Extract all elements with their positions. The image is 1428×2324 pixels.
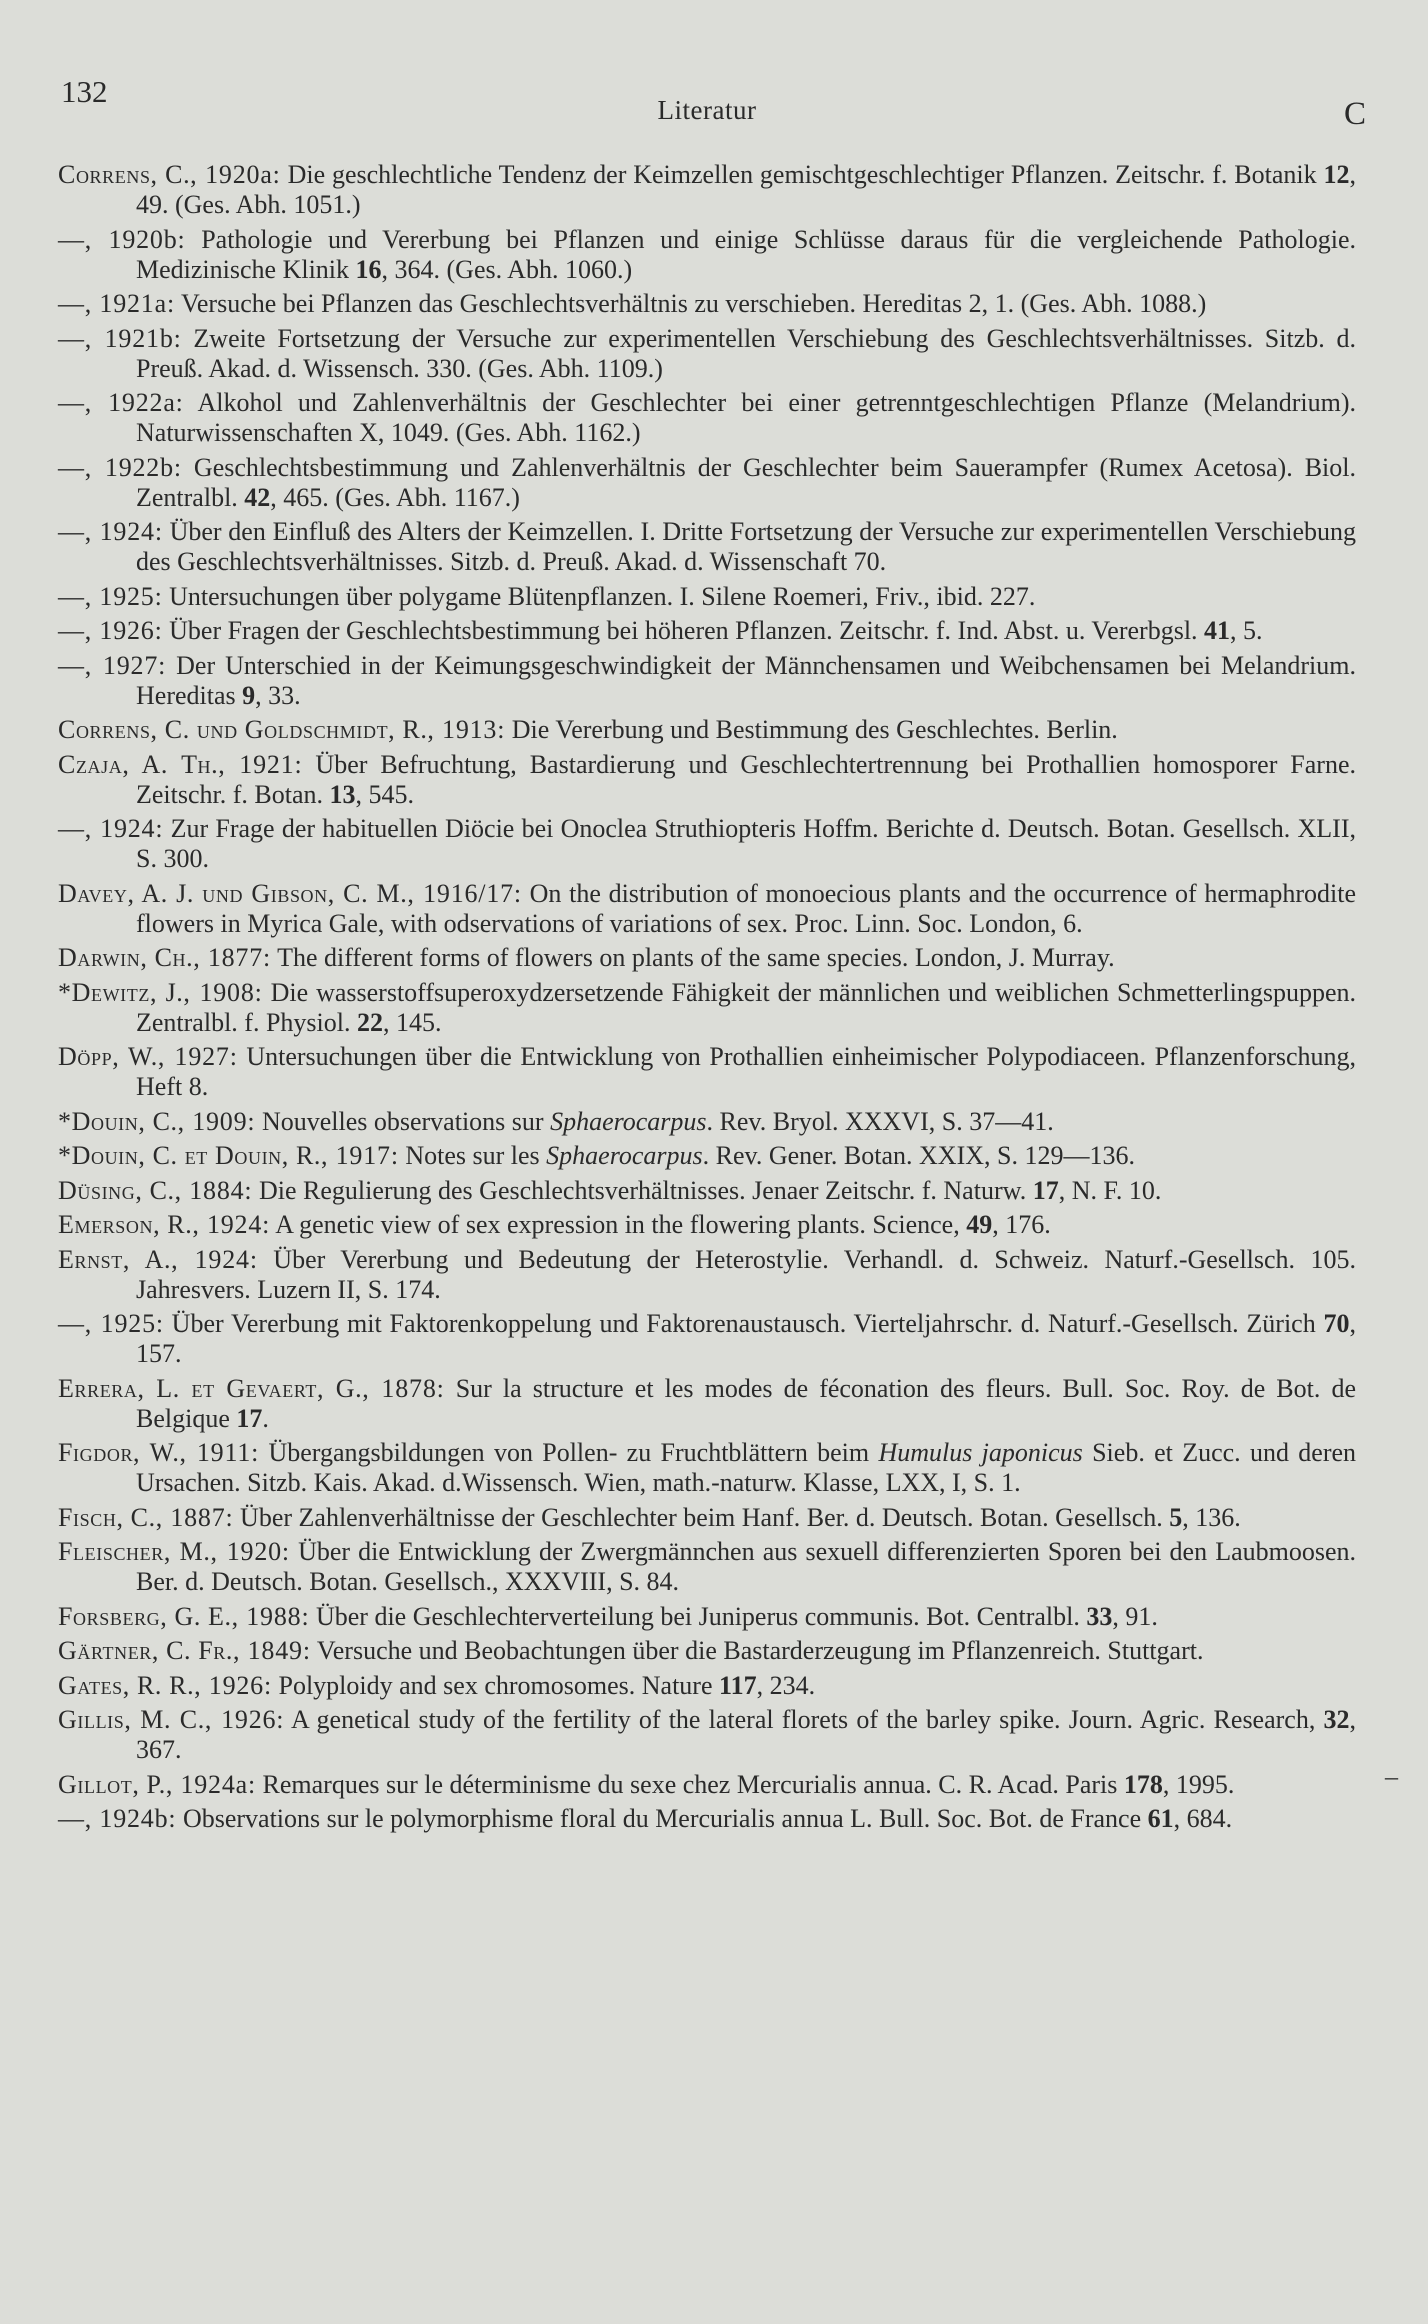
reference-year: —, 1925:: [58, 581, 163, 611]
reference-text-tail: , 5.: [1230, 616, 1263, 645]
running-title: Literatur: [657, 95, 757, 125]
reference-year: —, 1924:: [58, 814, 164, 843]
reference-text: Über Befruchtung, Bastardierung und Geschlechtertrennung bei Prothallien homosporer Farne. Zeitschr. f. Botan.: [136, 749, 1356, 809]
reference-year: —, 1925:: [58, 1309, 164, 1338]
reference-entry: [58, 715, 1356, 745]
reference-year: , 1884:: [174, 1175, 253, 1205]
reference-entry: [58, 1107, 1356, 1137]
reference-text: Zweite Fortsetzung der Versuche zur experimentellen Verschiebung des Geschlechtsverhältnisses. Sitzb. d. Preuß. Akad. d. Wissensch. 330. (Ges. Abh. 1109.): [136, 323, 1356, 383]
reference-volume: 17: [236, 1403, 263, 1433]
reference-author: Döpp, W.: [58, 1042, 158, 1071]
reference-entry: [58, 616, 1356, 646]
reference-entry: [58, 814, 1356, 874]
reference-author: Gärtner, C. Fr.: [58, 1636, 234, 1665]
reference-volume: 49: [966, 1210, 993, 1239]
reference-text-tail: . Rev. Bryol. XXXVI, S. 37—41.: [706, 1106, 1054, 1136]
reference-author: Emerson, R.: [58, 1210, 193, 1239]
reference-year: , 1927:: [157, 1042, 238, 1071]
reference-text: Über Vererbung und Bedeutung der Heterostylie. Verhandl. d. Schweiz. Naturf.-Gesellsch. 105. Jahresvers. Luzern II, S. 174.: [136, 1244, 1356, 1304]
reference-entry: [58, 1503, 1356, 1533]
reference-author: Gillis, M. C.: [58, 1705, 205, 1734]
reference-text-tail: .: [262, 1403, 269, 1433]
reference-year: , 1916/17:: [407, 878, 522, 908]
reference-entry: [58, 225, 1356, 285]
reference-text: Sur la structure et les modes de féconation des fleurs. Bull. Soc. Roy. de Bot. de Belgique: [136, 1373, 1356, 1433]
reference-entry: [58, 978, 1356, 1038]
reference-year: —, 1920b:: [58, 224, 186, 254]
reference-entry: [58, 651, 1356, 711]
reference-author: *Douin, C. et Douin, R.: [58, 1141, 322, 1170]
reference-entry: [58, 388, 1356, 448]
reference-text: A genetic view of sex expression in the flowering plants. Science,: [270, 1210, 967, 1239]
reference-author: Fleischer, M.: [58, 1537, 211, 1566]
reference-volume: 178: [1123, 1769, 1163, 1799]
reference-text: Versuche bei Pflanzen das Geschlechtsverhältnis zu verschieben. Hereditas 2, 1. (Ges. Abh. 1088.): [174, 289, 1207, 318]
reference-volume: 22: [356, 1007, 383, 1037]
reference-text: Die Regulierung des Geschlechtsverhältnisses. Jenaer Zeitschr. f. Naturw.: [252, 1175, 1033, 1205]
reference-text-tail: , 91.: [1112, 1601, 1158, 1631]
reference-entry: [58, 517, 1356, 577]
reference-author: Düsing, C.: [58, 1175, 175, 1205]
reference-entry: [58, 289, 1356, 319]
reference-year: , 1909:: [177, 1106, 256, 1136]
reference-year: , 1924:: [171, 1244, 258, 1274]
reference-year: , 1921:: [218, 749, 303, 779]
reference-entry: [58, 160, 1356, 220]
reference-text-tail: , 1995.: [1162, 1769, 1235, 1799]
reference-volume: 17: [1032, 1175, 1059, 1205]
reference-entry: [58, 1210, 1356, 1240]
reference-year: , 1920:: [210, 1537, 290, 1566]
margin-mark: _: [1385, 1753, 1398, 1782]
reference-entry: [58, 879, 1356, 939]
reference-author: Czaja, A. Th.: [58, 749, 219, 779]
reference-text: Observations sur le polymorphisme floral du Mercurialis annua L. Bull. Soc. Bot. de France: [176, 1804, 1148, 1833]
reference-volume: 32: [1323, 1705, 1350, 1734]
reference-text: Nouvelles observations sur: [255, 1106, 551, 1136]
reference-year: —, 1924b:: [58, 1804, 177, 1833]
reference-year: , 1849:: [233, 1636, 311, 1665]
reference-author: Forsberg, G. E.: [58, 1601, 232, 1631]
reference-author: *Dewitz, J.: [58, 977, 184, 1007]
reference-year: —, 1921b:: [58, 323, 182, 353]
reference-text: Alkohol und Zahlenverhältnis der Geschlechter bei einer getrenntgeschlechtigen Pflanze (Melandrium). Naturwissenschaften X, 1049. (Ges. Abh. 1162.): [136, 388, 1356, 447]
reference-volume: 41: [1204, 616, 1231, 645]
reference-entry: [58, 750, 1356, 810]
reference-author: Davey, A. J. und Gibson, C. M.: [58, 878, 408, 908]
reference-text: Notes sur les: [398, 1141, 547, 1170]
reference-year: , 1988:: [231, 1601, 310, 1631]
reference-entry: [58, 1438, 1356, 1498]
reference-entry: [58, 1636, 1356, 1666]
reference-entry: [58, 1602, 1356, 1632]
reference-italic-title: Sphaerocarpus: [546, 1141, 703, 1170]
reference-volume: 117: [719, 1670, 757, 1700]
reference-text: Über Fragen der Geschlechtsbestimmung bei höheren Pflanzen. Zeitschr. f. Ind. Abst. u. Vererbgsl.: [162, 616, 1205, 645]
reference-year: , 1920a:: [190, 160, 281, 189]
reference-text: Untersuchungen über polygame Blütenpflanzen. I. Silene Roemeri, Friv., ibid. 227.: [162, 581, 1036, 611]
reference-entry: [58, 1770, 1356, 1800]
reference-entry: [58, 1374, 1356, 1434]
reference-volume: 13: [329, 779, 356, 809]
reference-text: Zur Frage der habituellen Diöcie bei Onoclea Struthiopteris Hoffm. Berichte d. Deutsch. Botan. Gesellsch. XLII, S. 300.: [136, 814, 1357, 873]
reference-text-tail: . Rev. Gener. Botan. XXIX, S. 129—136.: [702, 1141, 1135, 1170]
reference-volume: 5: [1169, 1502, 1183, 1532]
reference-text-tail: , 684.: [1173, 1804, 1233, 1833]
reference-text: Über den Einfluß des Alters der Keimzellen. I. Dritte Fortsetzung der Versuche zur experimentellen Verschiebung des Geschlechtsverhältnisses. Sitzb. d. Preuß. Akad. d. Wissenschaft 70.: [136, 517, 1356, 576]
reference-text: A genetical study of the fertility of the lateral florets of the barley spike. Journ. Agric. Research,: [284, 1705, 1324, 1734]
reference-entry: [58, 1245, 1356, 1305]
reference-year: , 1924:: [192, 1210, 271, 1239]
reference-text: Übergangsbildungen von Pollen- zu Fruchtblättern beim: [259, 1438, 879, 1467]
reference-text: Untersuchungen über die Entwicklung von Prothallien einheimischer Polypodiaceen. Pflanzenforschung, Heft 8.: [136, 1042, 1357, 1101]
reference-year: , 1926:: [204, 1705, 285, 1734]
reference-author: Gates, R. R.: [58, 1670, 195, 1700]
reference-author: Ernst, A.: [58, 1244, 172, 1274]
reference-year: , 1926:: [194, 1670, 272, 1700]
reference-text: Über die Geschlechterverteilung bei Juniperus communis. Bot. Centralbl.: [309, 1601, 1087, 1631]
reference-text: Die wasserstoffsuperoxydzersetzende Fähigkeit der männlichen und weiblichen Schmetterlingspuppen. Zentralbl. f. Physiol.: [136, 977, 1356, 1037]
reference-volume: 42: [244, 482, 271, 512]
reference-entry: [58, 1804, 1356, 1834]
reference-text-tail: , 367.: [136, 1705, 1356, 1764]
reference-year: , 1877:: [193, 943, 272, 972]
reference-year: —, 1921a:: [58, 289, 175, 318]
reference-year: —, 1922a:: [58, 388, 184, 417]
reference-text: Polyploidy and sex chromosomes. Nature: [272, 1670, 719, 1700]
reference-text: Die Vererbung und Bestimmung des Geschlechtes. Berlin.: [505, 715, 1118, 744]
reference-text: On the distribution of monoecious plants and the occurrence of hermaphrodite flowers in Myrica Gale, with odservations of variations of sex. Proc. Linn. Soc. London, 6.: [136, 878, 1356, 938]
reference-text: Geschlechtsbestimmung und Zahlenverhältnis der Geschlechter beim Sauerampfer (Rumex Acetosa). Biol. Zentralbl.: [136, 452, 1356, 512]
reference-entry: [58, 1141, 1356, 1171]
reference-entry: [58, 582, 1356, 612]
reference-author: Gillot, P.: [58, 1769, 166, 1799]
reference-text-tail: , 136.: [1182, 1502, 1241, 1532]
reference-year: , 1917:: [321, 1141, 399, 1170]
reference-year: , 1913:: [427, 715, 506, 744]
reference-author: Correns, C.: [58, 160, 191, 189]
reference-entry: [58, 1537, 1356, 1597]
reference-entry: [58, 324, 1356, 384]
reference-text: Über Vererbung mit Faktorenkoppelung und Faktorenaustausch. Vierteljahrschr. d. Naturf.-Gesellsch. Zürich: [163, 1309, 1324, 1338]
reference-entry: [58, 1176, 1356, 1206]
reference-year: , 1878:: [362, 1373, 445, 1403]
reference-author: Correns, C. und Goldschmidt, R.: [58, 715, 428, 744]
reference-author: Fisch, C.: [58, 1502, 156, 1532]
reference-author: Errera, L. et Gevaert, G.: [58, 1373, 363, 1403]
reference-text-tail: , 157.: [136, 1309, 1356, 1368]
reference-text-tail: , 176.: [992, 1210, 1051, 1239]
reference-entry: [58, 453, 1356, 513]
reference-year: , 1887:: [155, 1502, 234, 1532]
reference-text: The different forms of flowers on plants of the same species. London, J. Murray.: [271, 943, 1115, 972]
reference-entry: [58, 1042, 1356, 1102]
reference-year: , 1908:: [183, 977, 263, 1007]
reference-year: , 1924a:: [165, 1769, 257, 1799]
reference-entry: [58, 1671, 1356, 1701]
reference-text-tail: , 364. (Ges. Abh. 1060.): [381, 254, 633, 284]
reference-text-tail: , 465. (Ges. Abh. 1167.): [270, 482, 520, 512]
reference-text: Der Unterschied in der Keimungsgeschwindigkeit der Männchensamen und Weibchensamen bei Melandrium. Hereditas: [136, 650, 1356, 710]
reference-text: Die geschlechtliche Tendenz der Keimzellen gemischtgeschlechtiger Pflanzen. Zeitschr. f. Botanik: [280, 160, 1324, 189]
reference-text-tail: , N. F. 10.: [1058, 1175, 1162, 1205]
reference-text-tail: , 545.: [355, 779, 415, 809]
section-letter: C: [1343, 96, 1366, 132]
page-header: [58, 0, 1366, 160]
reference-text-tail: , 33.: [255, 680, 301, 710]
page-number: 132: [61, 74, 108, 109]
reference-author: *Douin, C.: [58, 1106, 178, 1136]
reference-entry: [58, 943, 1356, 973]
reference-text: Pathologie und Vererbung bei Pflanzen und einige Schlüsse daraus für die vergleichende Pathologie. Medizinische Klinik: [136, 224, 1356, 284]
reference-text: Remarques sur le déterminisme du sexe chez Mercurialis annua. C. R. Acad. Paris: [256, 1769, 1124, 1799]
reference-list: [58, 160, 1356, 1834]
reference-entry: [58, 1705, 1356, 1765]
reference-text: Über Zahlenverhältnisse der Geschlechter beim Hanf. Ber. d. Deutsch. Botan. Gesellsch.: [233, 1502, 1170, 1532]
reference-text: Über die Entwicklung der Zwergmännchen aus sexuell differenzierten Sporen bei den Laubmoosen. Ber. d. Deutsch. Botan. Gesellsch., XXXVIII, S. 84.: [136, 1537, 1356, 1596]
reference-volume: 16: [355, 254, 382, 284]
reference-text-tail: , 145.: [382, 1007, 442, 1037]
reference-author: Darwin, Ch.: [58, 943, 194, 972]
reference-text-tail: , 234.: [756, 1670, 816, 1700]
reference-year: —, 1922b:: [58, 452, 182, 482]
reference-year: —, 1924:: [58, 517, 163, 546]
reference-volume: 9: [242, 680, 256, 710]
reference-italic-title: Sphaerocarpus: [550, 1106, 707, 1136]
reference-year: , 1911:: [179, 1438, 260, 1467]
reference-volume: 61: [1147, 1804, 1174, 1833]
reference-volume: 12: [1323, 160, 1350, 189]
reference-italic-title: Humulus japonicus: [878, 1438, 1083, 1467]
reference-text-tail: Sieb. et Zucc. und deren Ursachen. Sitzb. Kais. Akad. d.Wissensch. Wien, math.-naturw. Klasse, LXX, I, S. 1.: [136, 1438, 1357, 1497]
reference-volume: 33: [1086, 1601, 1113, 1631]
reference-entry: [58, 1309, 1356, 1369]
reference-volume: 70: [1323, 1309, 1350, 1338]
reference-author: Figdor, W.: [58, 1438, 180, 1467]
reference-year: —, 1926:: [58, 616, 163, 645]
reference-text-tail: , 49. (Ges. Abh. 1051.): [136, 160, 1356, 219]
reference-year: —, 1927:: [58, 650, 167, 680]
reference-text: Versuche und Beobachtungen über die Bastarderzeugung im Pflanzenreich. Stuttgart.: [310, 1636, 1204, 1665]
